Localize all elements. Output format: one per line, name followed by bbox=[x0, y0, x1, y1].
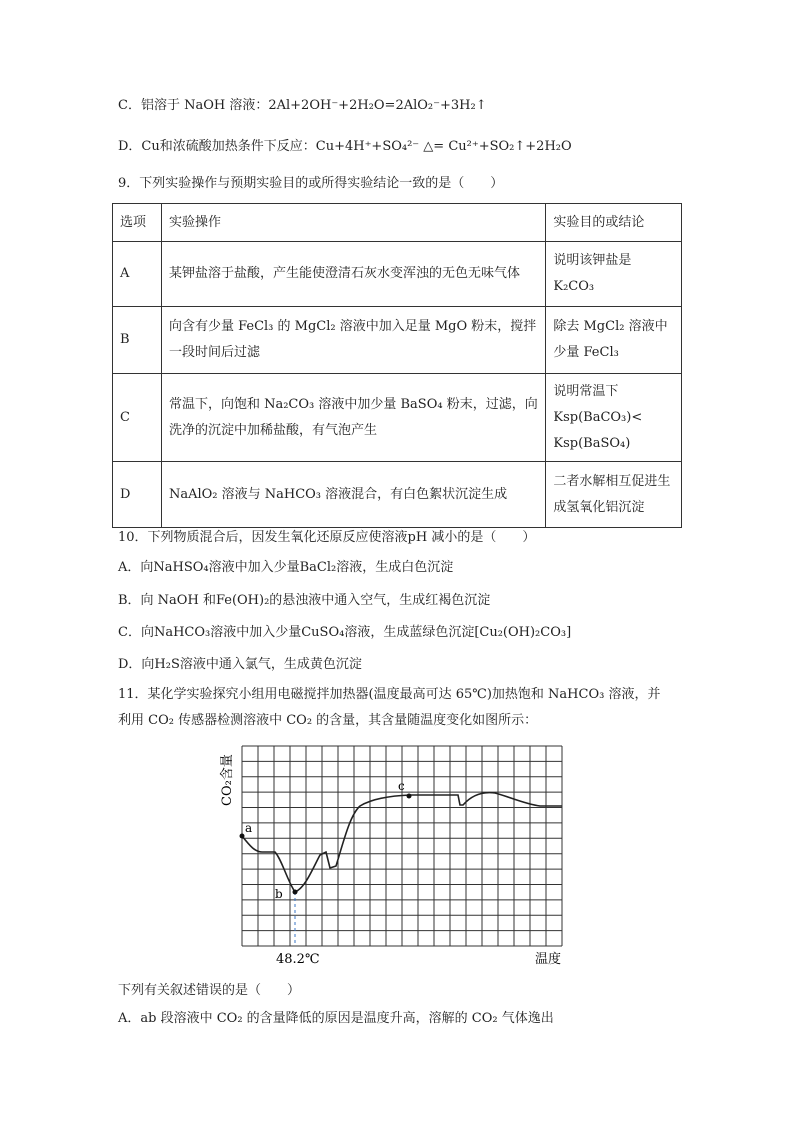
q11-question: 下列有关叙述错误的是（ ） bbox=[118, 983, 301, 998]
point-b bbox=[293, 890, 298, 895]
q10-option-c: C．向NaHCO₃溶液中加入少量CuSO₄溶液，生成蓝绿色沉淀[Cu₂(OH)₂CO₃] bbox=[118, 625, 572, 640]
row-operation: NaAlO₂ 溶液与 NaHCO₃ 溶液混合，有白色絮状沉淀生成 bbox=[161, 462, 545, 528]
option-d-equation: Cu+4H⁺+SO₄²⁻ △= Cu²⁺+SO₂↑+2H₂O bbox=[315, 139, 572, 154]
row-result: 说明常温下 Ksp(BaCO₃)< Ksp(BaSO₄) bbox=[546, 374, 682, 462]
row-operation: 向含有少量 FeCl₃ 的 MgCl₂ 溶液中加入足量 MgO 粉末，搅拌一段时间后过滤 bbox=[161, 307, 545, 374]
x-axis-label: 温度 bbox=[535, 952, 562, 967]
q11-stem-2: 利用 CO₂ 传感器检测溶液中 CO₂ 的含量，其含量随温度变化如图所示： bbox=[118, 713, 538, 728]
x-marker-label: 48.2℃ bbox=[276, 952, 320, 967]
row-option: A bbox=[113, 242, 162, 307]
row-result: 除去 MgCl₂ 溶液中少量 FeCl₃ bbox=[546, 307, 682, 374]
header-option: 选项 bbox=[113, 204, 162, 242]
q10-option-b: B．向 NaOH 和Fe(OH)₂的悬浊液中通入空气，生成红褐色沉淀 bbox=[118, 593, 491, 608]
q11-option-a: A．ab 段溶液中 CO₂ 的含量降低的原因是温度升高，溶解的 CO₂ 气体逸出 bbox=[118, 1011, 554, 1026]
header-operation: 实验操作 bbox=[161, 204, 545, 242]
row-option: C bbox=[113, 374, 162, 462]
row-result: 二者水解相互促进生成氢氧化铝沉淀 bbox=[546, 462, 682, 528]
option-d-label: D．Cu和浓硫酸加热条件下反应： bbox=[118, 139, 316, 154]
row-option: B bbox=[113, 307, 162, 374]
q10-option-a: A．向NaHSO₄溶液中加入少量BaCl₂溶液，生成白色沉淀 bbox=[118, 560, 454, 575]
point-b-label: b bbox=[275, 887, 283, 901]
point-c-label: c bbox=[398, 779, 405, 793]
option-c-label: C．铝溶于 NaOH 溶液： bbox=[118, 98, 269, 113]
q9-stem: 9．下列实验操作与预期实验目的或所得实验结论一致的是（ ） bbox=[118, 176, 504, 191]
q11-stem-1: 11．某化学实验探究小组用电磁搅拌加热器(温度最高可达 65℃)加热饱和 NaHCO₃ 溶液，并 bbox=[118, 687, 661, 702]
row-result: 说明该钾盐是 K₂CO₃ bbox=[546, 242, 682, 307]
point-a bbox=[240, 834, 245, 839]
chart-grid bbox=[242, 746, 562, 946]
option-c-equation: 2Al+2OH⁻+2H₂O=2AlO₂⁻+3H₂↑ bbox=[268, 98, 487, 113]
row-operation: 常温下，向饱和 Na₂CO₃ 溶液中加少量 BaSO₄ 粉末，过滤，向洗净的沉淀中加稀盐酸，有气泡产生 bbox=[161, 374, 545, 462]
point-c bbox=[407, 794, 412, 799]
point-a-label: a bbox=[245, 821, 253, 835]
row-option: D bbox=[113, 462, 162, 528]
header-result: 实验目的或结论 bbox=[546, 204, 682, 242]
row-operation: 某钾盐溶于盐酸，产生能使澄清石灰水变浑浊的无色无味气体 bbox=[161, 242, 545, 307]
y-axis-label: CO₂含量 bbox=[220, 754, 235, 806]
q10-option-d: D．向H₂S溶液中通入氯气，生成黄色沉淀 bbox=[118, 657, 362, 672]
q10-stem: 10．下列物质混合后，因发生氧化还原反应使溶液pH 减小的是（ ） bbox=[118, 530, 536, 545]
